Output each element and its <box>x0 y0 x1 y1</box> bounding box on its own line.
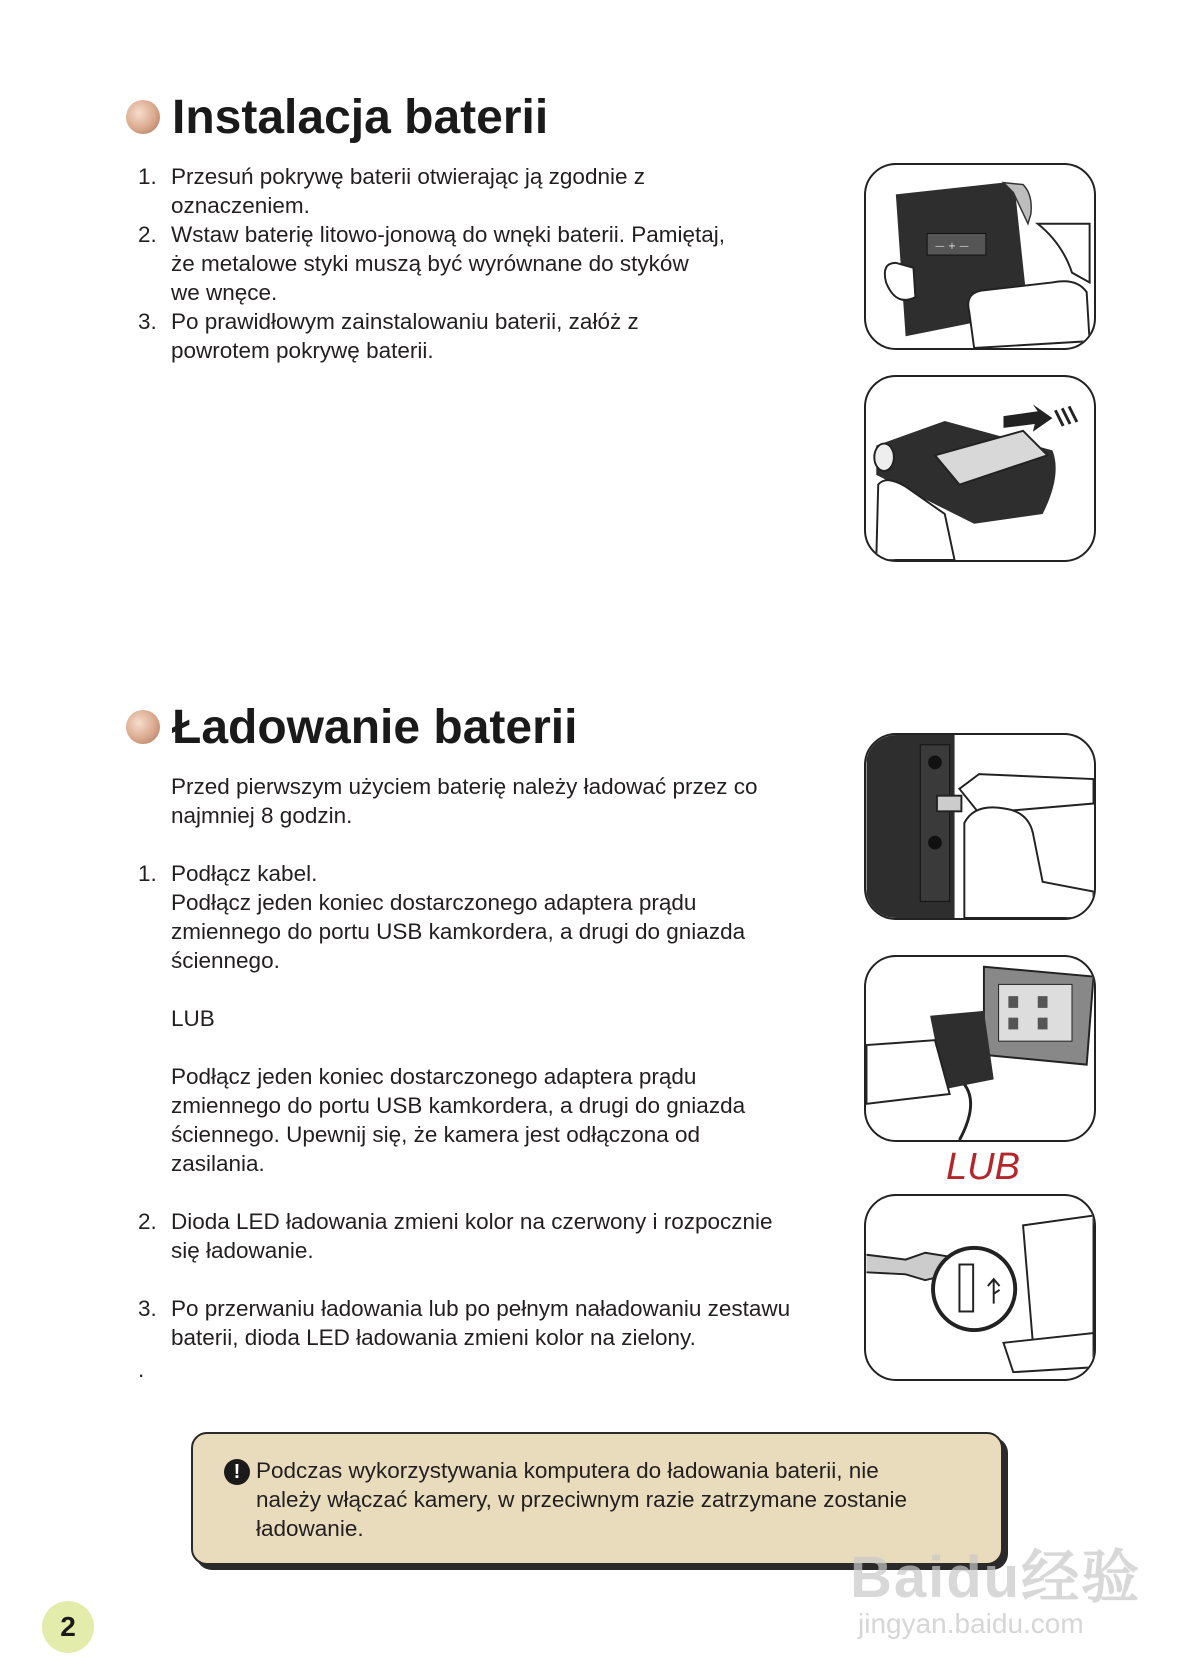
step-number: 1. <box>138 164 157 189</box>
note-text: Podczas wykorzystywania komputera do ładowania baterii, nie należy włączać kamery, w przeciwnym razie zatrzymane zostanie ładowanie. <box>256 1458 908 1541</box>
section-bullet-charging <box>126 710 160 744</box>
charging-step-1-option-a: Podłącz jeden koniec dostarczonego adaptera prądu zmiennego do portu USB kamkordera, a drugi do gniazda ściennego. <box>171 890 746 973</box>
charging-intro: Przed pierwszym użyciem baterię należy ładować przez co najmniej 8 godzin. <box>171 774 758 828</box>
step-text: Wstaw baterię litowo-jonową do wnęki baterii. Pamiętaj, że metalowe styki muszą być wyrównane do styków we wnęce. <box>171 222 725 305</box>
trailing-dot: . <box>138 1357 145 1382</box>
step-heading: Podłącz kabel. <box>171 861 318 886</box>
figure-insert-battery <box>864 375 1096 562</box>
usb-cable-camera-illustration <box>866 735 1094 918</box>
charging-or-label: LUB <box>171 1006 215 1031</box>
step-number: 2. <box>138 222 157 247</box>
warning-icon: ! <box>224 1459 250 1485</box>
step-number: 2. <box>138 1209 157 1234</box>
battery-insert-illustration <box>866 377 1094 560</box>
section-title-installation: Instalacja baterii <box>172 91 549 144</box>
watermark-brand: Baidu经验 <box>850 1545 1142 1610</box>
usb-laptop-illustration <box>866 1196 1094 1379</box>
figure-plug-cable <box>864 733 1096 920</box>
watermark-url: jingyan.baidu.com <box>858 1608 1084 1639</box>
figure-usb-laptop <box>864 1194 1096 1381</box>
section-title-charging: Ładowanie baterii <box>172 701 578 754</box>
step-text: Po prawidłowym zainstalowaniu baterii, załóż z powrotem pokrywę baterii. <box>171 309 639 363</box>
page-number: 2 <box>42 1601 94 1653</box>
baidu-watermark <box>850 1530 1150 1650</box>
svg-text:— + —: — + — <box>934 241 969 253</box>
step-number: 3. <box>138 1296 157 1321</box>
section-bullet-installation <box>126 100 160 134</box>
step-text: Przesuń pokrywę baterii otwierając ją zgodnie z oznaczeniem. <box>171 164 645 218</box>
camera-cover-illustration <box>866 165 1094 348</box>
charging-step-1-option-b: Podłącz jeden koniec dostarczonego adaptera prądu zmiennego do portu USB kamkordera, a drugi do gniazda ściennego. Upewnij się, że kamera jest odłączona od zasilania. <box>171 1064 746 1176</box>
figure-wall-adapter <box>864 955 1096 1142</box>
step-text: Dioda LED ładowania zmieni kolor na czerwony i rozpocznie się ładowanie. <box>171 1209 773 1263</box>
figure-or-label: LUB <box>946 1146 1020 1188</box>
step-text: Po przerwaniu ładowania lub po pełnym naładowaniu zestawu baterii, dioda LED ładowania zmieni kolor na zielony. <box>171 1296 791 1350</box>
step-number: 3. <box>138 309 157 334</box>
step-number: 1. <box>138 861 157 886</box>
wall-adapter-illustration <box>866 957 1094 1140</box>
figure-open-battery-cover <box>864 163 1096 350</box>
